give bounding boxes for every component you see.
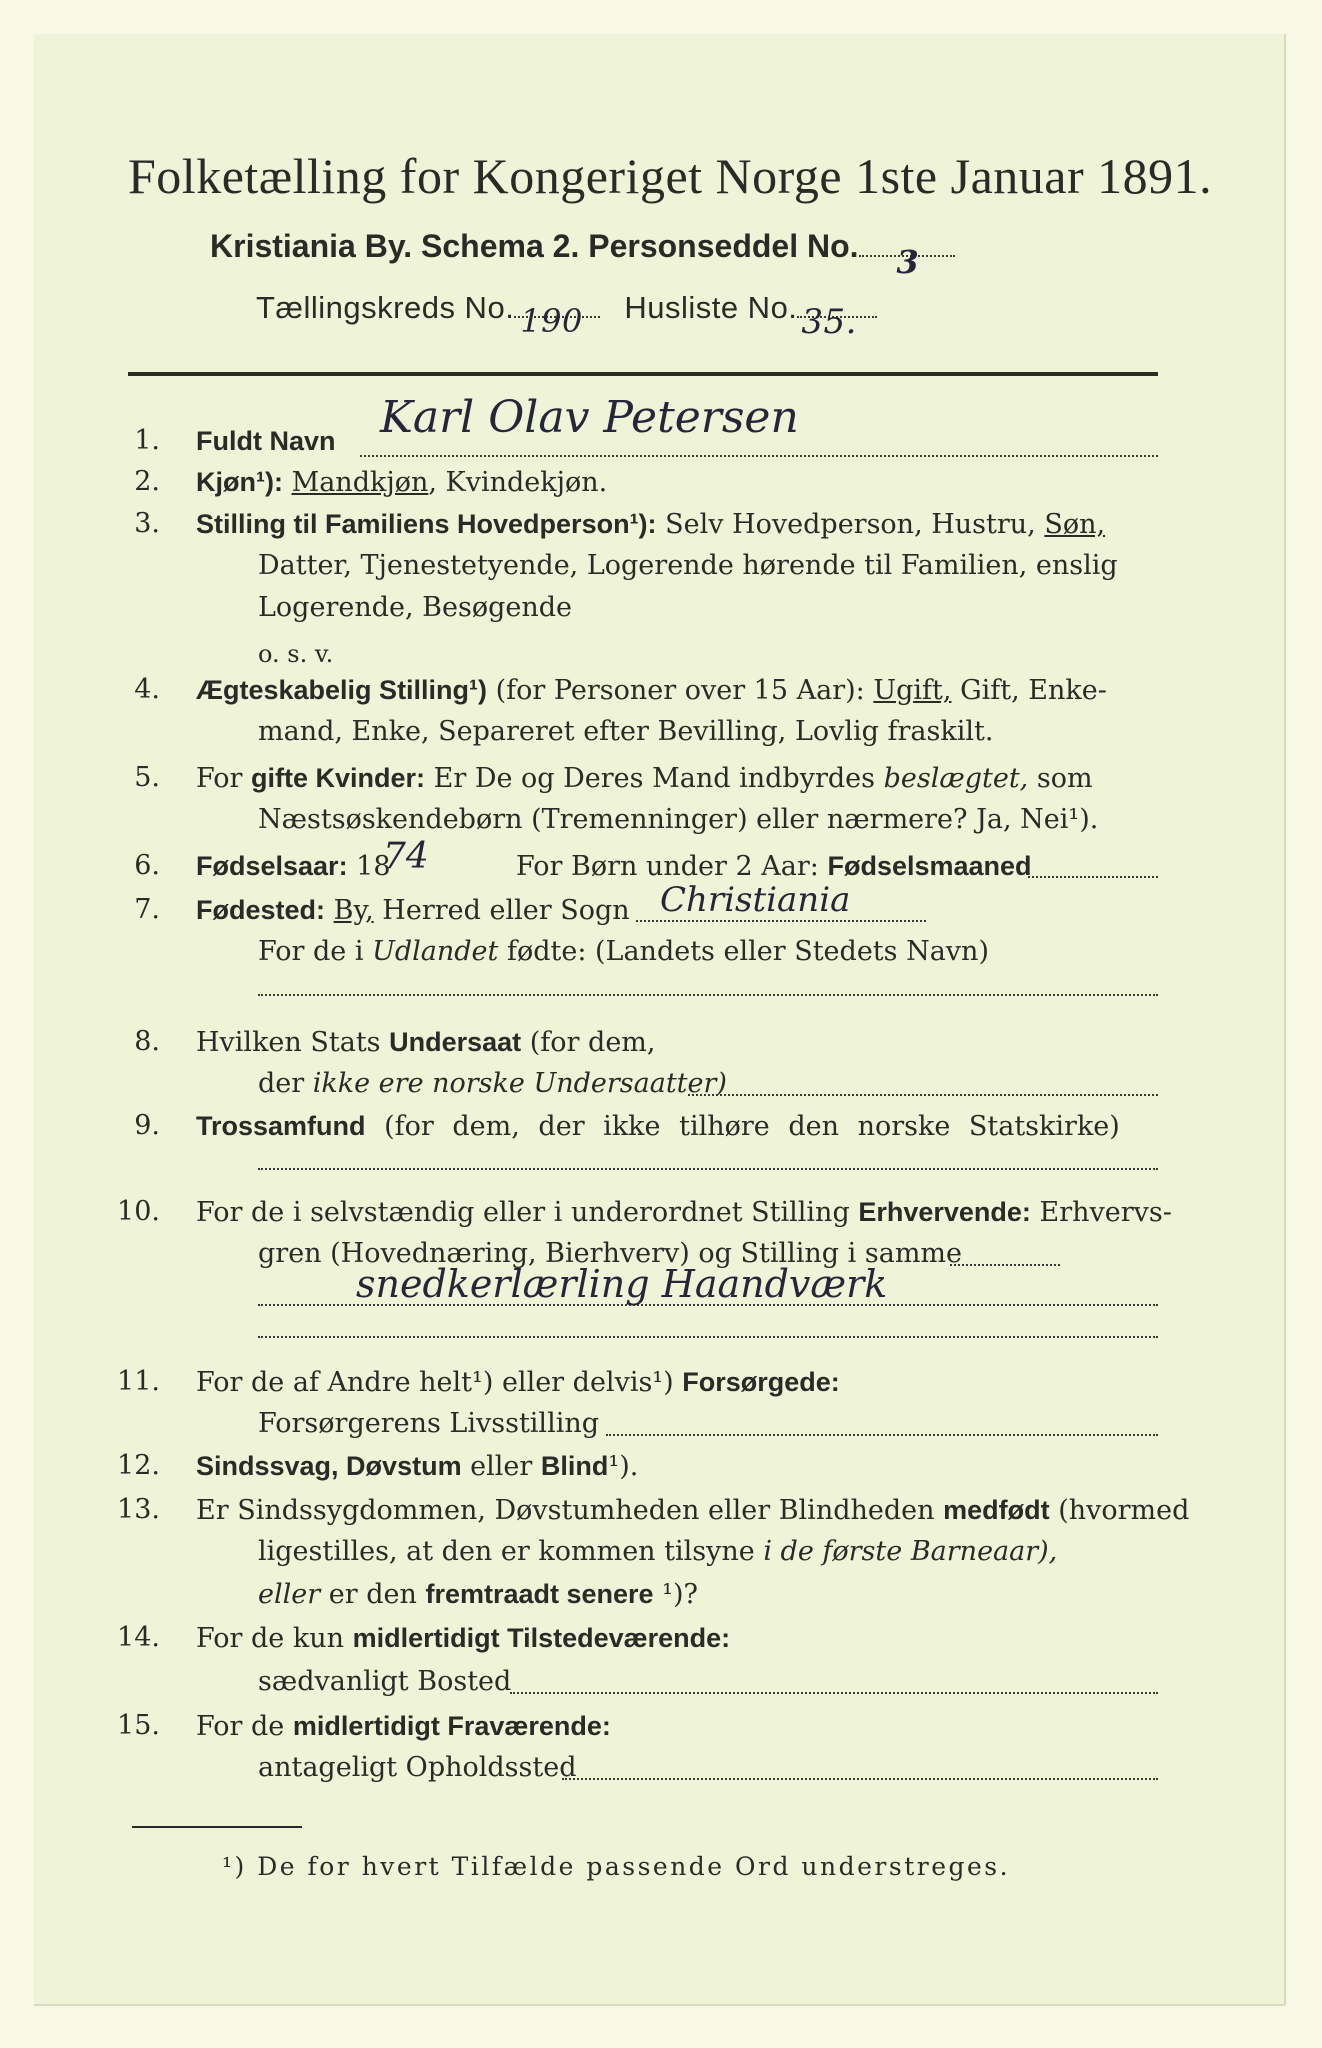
birthplace-value: Christiania	[660, 880, 851, 920]
option-son: Søn,	[1044, 509, 1106, 540]
option-by: By,	[333, 895, 374, 926]
husliste-number: 35.	[801, 302, 857, 342]
field-1-label: Fuldt Navn	[196, 426, 336, 456]
occupation-value: snedkerlærling Haandværk	[356, 1262, 888, 1306]
option-mandkjon: Mandkjøn	[291, 467, 429, 498]
schema-label: Kristiania By. Schema 2. Personseddel No.	[210, 228, 859, 264]
footnote-rule	[132, 1826, 302, 1828]
district-line	[256, 290, 877, 342]
birth-year-value: 74	[383, 836, 429, 877]
footnote: ¹) De for hvert Tilfælde passende Ord understreges.	[222, 1852, 1011, 1881]
husliste-label: Husliste No.	[624, 290, 798, 325]
taellingskreds-label: Tællingskreds No.	[256, 290, 515, 325]
form-title: Folketælling for Kongeriget Norge 1ste Januar 1891.	[128, 148, 1213, 204]
taellingskreds-number: 190	[520, 302, 583, 340]
option-kvindekjon: Kvindekjøn.	[445, 467, 608, 498]
option-ugift: Ugift,	[873, 675, 952, 706]
personseddel-number: 3	[896, 243, 919, 281]
full-name-value: Karl Olav Petersen	[380, 392, 799, 443]
field-1-line	[360, 455, 1158, 457]
schema-line	[210, 228, 955, 281]
header-rule	[128, 372, 1158, 376]
